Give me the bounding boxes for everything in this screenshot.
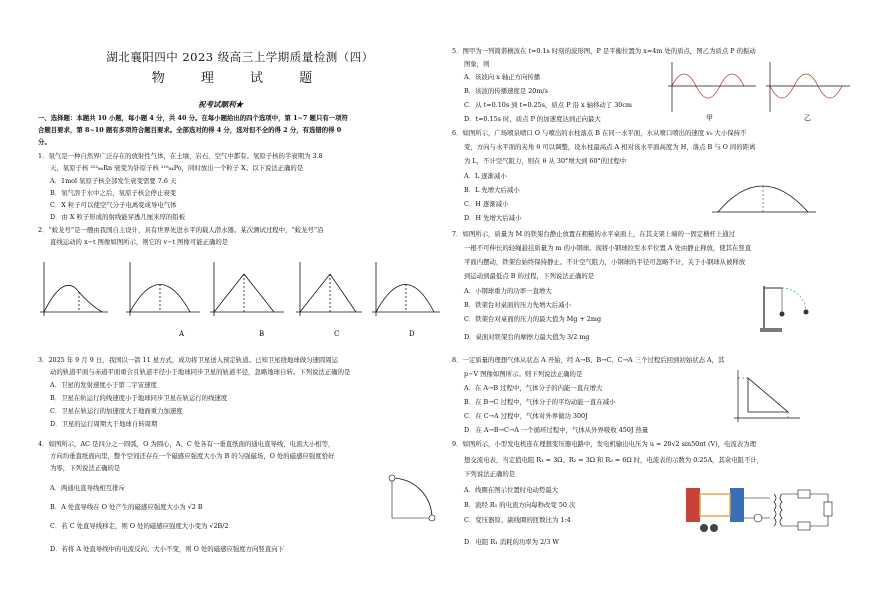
q9-option-b: B．流经 R₁ 的电流方向每秒改变 50 次 xyxy=(464,501,576,509)
q2-vt-graph-b xyxy=(210,262,284,316)
q6-stem-line1: 6．如图所示，广场喷泉喷口 O 与喷出的水柱落点 B 在同一水平面，水从喷口喷出的速度 v₀ 大小保持不 xyxy=(452,129,747,137)
q4-stem-line1: 4．如图所示，AC 是四分之一圆弧，O 为圆心，A、C 处各有一垂直纸面的通电直导线，电流大小相等， xyxy=(38,440,335,448)
q7-option-a: A．小钢球重力的功率一直增大 xyxy=(464,287,552,295)
q7-stem-line3: 平面内摆动，铁架台始终保持静止。不计空气阻力，小钢球的半径可忽略不计，关于小钢球从被释放 xyxy=(464,258,746,266)
q4-figure xyxy=(356,472,436,532)
page-title: 湖北襄阳四中 2023 级高三上学期质量检测（四） xyxy=(106,50,374,64)
q6-option-b: B．L 先增大后减小 xyxy=(464,186,520,194)
q2-graphs xyxy=(34,252,444,338)
q2-stem-line1: 2．“蛟龙号”是一艘由我国自主设计，具有世界先进水平的载人潜水器。某次测试过程中，“蛟龙号”沿 xyxy=(38,226,324,234)
q4-option-c: C．若 C 处直导线移走，则 O 处的磁感应强度大小变为 √2B/2 xyxy=(50,522,229,530)
q7-stem-line1: 7．如图所示，质量为 M 的铁架台静止放置在粗糙的水平桌面上，在其支架上端的一固定横杆上通过 xyxy=(452,230,736,238)
q6-fountain-figure xyxy=(710,168,820,220)
q7-stem-line4: 到运动到最低点 B 的过程，下列说法正确的是 xyxy=(464,272,595,280)
q5-label-jia: 甲 xyxy=(706,114,713,122)
q8-option-b: B．在 B→C 过程中，气体分子的平均动能一直在减小 xyxy=(464,398,616,406)
q6-option-d: D．H 先增大后减小 xyxy=(464,214,522,222)
q9-stem-line2: 想交流电表，当定值电阻 R₁ = 3Ω、R₂ = 3Ω 和 R₃ = 6Ω 时，电流表的示数为 0.25A，其余电阻不计， xyxy=(464,456,764,464)
q9-option-c: C．变压器原、副线圈的匝数比为 1:4 xyxy=(464,516,571,524)
q2-vt-graph-a xyxy=(126,262,200,316)
section-instruction-line1: 一、选择题：本题共 10 小题，每小题 4 分，共 40 分。在每小题给出的四个选项中，第 1~7 题只有一项符 xyxy=(38,114,348,122)
q5-stem-line2: 图象，则 xyxy=(464,60,490,68)
q8-stem-line2: p−V 图像如图所示。则下列说法正确的是 xyxy=(464,370,583,378)
q2-vt-graph-c xyxy=(296,262,362,316)
q3-option-d: D．卫星的运行周期大于地球自转周期 xyxy=(50,420,158,428)
q2-vt-graph-d xyxy=(372,262,440,316)
q3-option-b: B．卫星在轨运行的线速度小于地球同步卫星在轨运行的线速度 xyxy=(50,394,228,402)
q5-label-yi: 乙 xyxy=(804,114,811,122)
q9-stem-line3: 下列说法正确的是 xyxy=(464,470,516,478)
q9-stem-line1: 9．如图所示，小型发电机连在理想变压器电路中，发电机输出电压为 u = 20√2 sin50πt (V)，电流表为理 xyxy=(452,440,756,448)
q2-xt-graph xyxy=(40,262,108,316)
q1-option-d: D．由 X 粒子形成的射线能穿透几厘米厚的铅板 xyxy=(50,213,186,221)
q7-option-c: C．铁架台对桌面的压力的最大值为 Mg + 2mg xyxy=(464,315,602,323)
q4-option-b: B．A 处直导线在 O 处产生的磁感应强度大小为 √2 B xyxy=(50,503,203,511)
q3-option-c: C．卫星在轨运行的加速度大于地面重力加速度 xyxy=(50,407,183,415)
q1-option-a: A．1mol 氡原子核全部发生衰变需要 7.6 天 xyxy=(50,177,177,185)
q6-stem-line2: 变，方向与水平面的夹角 θ 可以调整，设水柱最高点 A 相对该水平面高度为 H，落点 B 与 O 间的距离 xyxy=(464,143,756,151)
q3-stem-line1: 3．2025 年 9 月 9 日，我国以一箭 11 星方式，成功将卫星送入预定轨道。已知卫星绕地球做匀速圆周运 xyxy=(38,356,339,364)
section-instruction-line3: 分。 xyxy=(38,138,51,146)
q4-stem-line3: 为零，下列说法正确的是 xyxy=(50,464,121,472)
q7-stand-figure xyxy=(752,280,822,338)
q6-stem-line3: 为 L，不计空气阻力，则在 θ 从 30°增大到 60°的过程中 xyxy=(464,157,627,165)
q6-option-a: A．L 逐渐减小 xyxy=(464,172,507,180)
q5-option-d: D．t=0.15s 时，质点 P 的加速度达到正向最大 xyxy=(464,115,601,123)
q5-figures xyxy=(664,58,854,122)
q4-stem-line2: 方向均垂直纸面向里，整个空间还存在一个磁感应强度大小为 B 的匀强磁场，O 处的磁感应强度恰好 xyxy=(50,452,335,460)
q5-stem-line1: 5．图甲为一列简谐横波在 t=0.1s 时刻的波形图，P 是平衡位置为 x=4m 处的质点，图乙为质点 P 的振动 xyxy=(452,47,756,55)
q1-stem-line2: 天，氡原子核 ²²²₈₆Rn 衰变为钋原子核 ²¹⁸₈₄Po，同时放出一个粒子 X。以下说法正确的是 xyxy=(50,164,304,172)
q7-option-d: D．桌面对铁架台的摩擦力最大值为 3/2 mg xyxy=(464,333,590,341)
q8-option-a: A．在 A→B 过程中，气体分子的内能一直在增大 xyxy=(464,384,603,392)
q9-option-a: A．线圈在图示位置时电动势最大 xyxy=(464,486,559,494)
q3-stem-line2: 动的轨道平面与赤道平面重合且轨道半径小于地球同步卫星的轨道半径，忽略地球自转。下列说法正确的是 xyxy=(50,368,351,376)
q5-vibration-graph xyxy=(766,62,850,112)
q2-label-b: B xyxy=(259,330,265,338)
q8-option-d: D．在 A→B→C→A 一个循环过程中，气体从外界吸收 450J 热量 xyxy=(464,426,649,434)
q7-option-b: B．铁架台对桌面的压力先增大后减小 xyxy=(464,301,571,309)
q3-option-a: A．卫星的发射速度小于第二宇宙速度 xyxy=(50,381,157,389)
q8-stem-line1: 8．一定质量的理想气体从状态 A 开始，经 A→B、B→C、C→A 三个过程后回到初始状态 A，其 xyxy=(452,356,725,364)
q5-option-b: B．该波的传播速度是 20m/s xyxy=(464,87,548,95)
q5-option-a: A．该波向 x 轴正方向传播 xyxy=(464,73,541,81)
q1-option-c: C．X 粒子可以使空气分子电离变成导电气体 xyxy=(50,201,177,209)
q2-label-c: C xyxy=(334,330,340,338)
q6-option-c: C．H 逐渐减小 xyxy=(464,200,509,208)
q2-stem-line2: 直线运动的 x−t 图像如图所示，则它的 v−t 图像可能正确的是 xyxy=(50,238,229,246)
q8-pv-diagram xyxy=(724,366,804,428)
section-instruction-line2: 合题目要求，第 8~10 题有多项符合题目要求。全部选对的得 4 分，选对但不全的得 2 分，有选错的得 0 xyxy=(38,126,342,134)
q5-option-c: C．从 t=0.10s 到 t=0.25s，质点 P 沿 x 轴移动了 30cm xyxy=(464,101,632,109)
subject-title: 物 理 试 题 xyxy=(151,71,329,86)
good-luck-note: 祝考试顺利★ xyxy=(198,100,243,109)
q4-option-a: A．两通电直导线相互排斥 xyxy=(50,484,125,492)
q5-wave-graph xyxy=(668,62,756,112)
q7-stem-line2: 一根不可伸长的轻绳悬挂质量为 m 的小钢球。现将小钢球拉至水平位置 A 处由静止释放，使其在竖直 xyxy=(464,244,752,252)
q1-stem-line1: 1．氡气是一种自然界广泛存在的放射性气体，在土壤、岩石、空气中都有。氡原子核的半衰期为 3.8 xyxy=(38,152,323,160)
q2-label-a: A xyxy=(179,330,185,338)
q9-option-d: D．电阻 R₁ 消耗的功率为 2/3 W xyxy=(464,538,559,546)
q4-option-d: D．若将 A 处直导线中的电流反向、大小不变，则 O 处的磁感应强度方向竖直向下 xyxy=(50,545,284,553)
q8-option-c: C．在 C→A 过程中，气体对外界做功 300J xyxy=(464,412,588,420)
q2-label-d: D xyxy=(409,330,415,338)
q1-option-b: B．氡气溶于水中之后，氡原子核会停止衰变 xyxy=(50,189,177,197)
q9-generator-figure xyxy=(678,478,856,544)
